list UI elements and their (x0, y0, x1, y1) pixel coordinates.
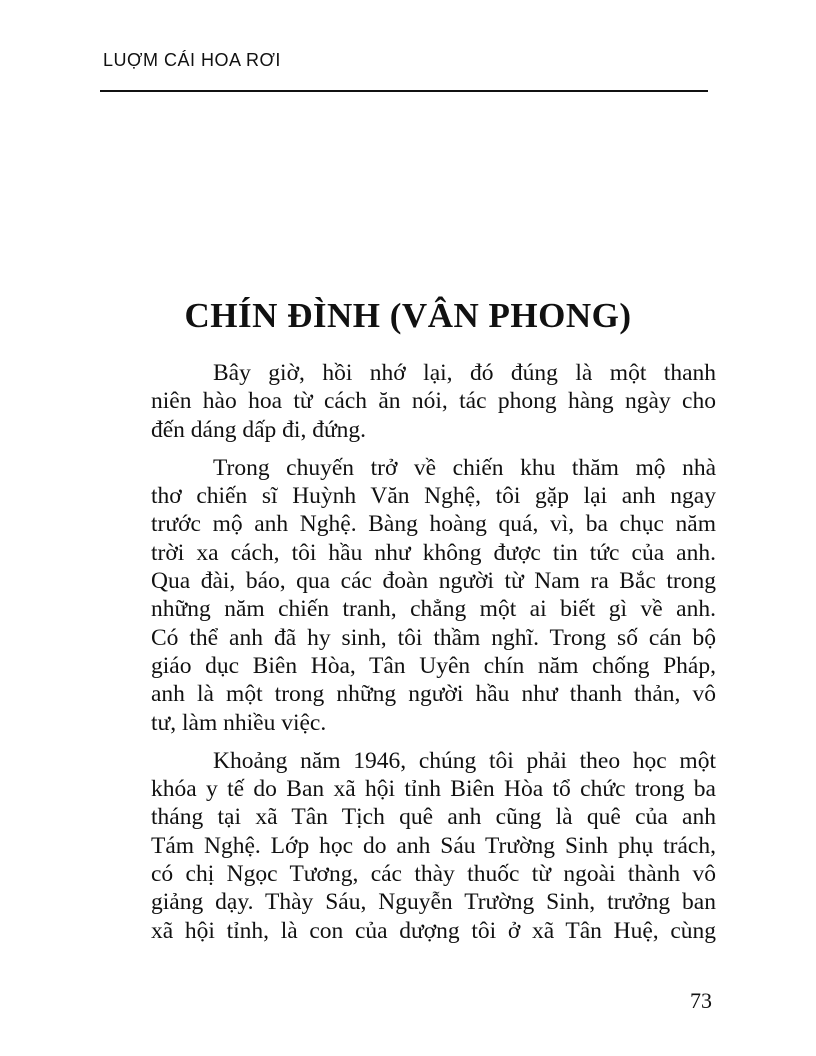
page-number: 73 (690, 988, 712, 1013)
text-line: thơ chiến sĩ Huỳnh Văn Nghệ, tôi gặp lại anh ngay (151, 483, 716, 510)
text-line: khóa y tế do Ban xã hội tỉnh Biên Hòa tổ chức trong ba (151, 776, 716, 803)
body-text (151, 359, 716, 955)
paragraph (151, 747, 716, 945)
text-line: giáo dục Biên Hòa, Tân Uyên chín năm chống Pháp, (151, 652, 716, 679)
text-line: Bây giờ, hồi nhớ lại, đó đúng là một thanh (213, 360, 716, 386)
text-line: trời xa cách, tôi hầu như không được tin tức của anh. (151, 539, 716, 566)
text-line: Tám Nghệ. Lớp học do anh Sáu Trường Sinh phụ trách, (151, 832, 716, 859)
running-head: LUỢM CÁI HOA RƠI (103, 50, 281, 70)
text-line: tư, làm nhiều việc. (151, 709, 327, 736)
text-line: những năm chiến tranh, chẳng một ai biết gì về anh. (151, 596, 716, 623)
paragraph (151, 454, 716, 737)
paragraph (151, 359, 716, 444)
text-line: Trong chuyến trở về chiến khu thăm mộ nhà (213, 454, 716, 481)
text-line: niên hào hoa từ cách ăn nói, tác phong hàng ngày cho (151, 388, 716, 415)
text-line: anh là một trong những người hầu như thanh thản, vô (151, 681, 716, 708)
header-rule (100, 90, 708, 92)
text-line: Khoảng năm 1946, chúng tôi phải theo học một (213, 747, 716, 774)
text-line: tháng tại xã Tân Tịch quê anh cũng là quê của anh (151, 804, 716, 831)
text-line: đến dáng dấp đi, đứng. (151, 416, 367, 443)
text-line: xã hội tỉnh, là con của dượng tôi ở xã Tân Huệ, cùng (151, 917, 716, 944)
text-line: giảng dạy. Thày Sáu, Nguyễn Trường Sinh, trưởng ban (151, 889, 716, 916)
text-line: Có thể anh đã hy sinh, tôi thầm nghĩ. Trong số cán bộ (151, 624, 716, 651)
text-line: trước mộ anh Nghệ. Bàng hoàng quá, vì, ba chục năm (151, 511, 716, 538)
chapter-title: CHÍN ĐÌNH (VÂN PHONG) (184, 296, 632, 335)
text-line: có chị Ngọc Tương, các thày thuốc từ ngoài thành vô (151, 861, 716, 888)
text-line: Qua đài, báo, qua các đoàn người từ Nam ra Bắc trong (151, 568, 716, 595)
